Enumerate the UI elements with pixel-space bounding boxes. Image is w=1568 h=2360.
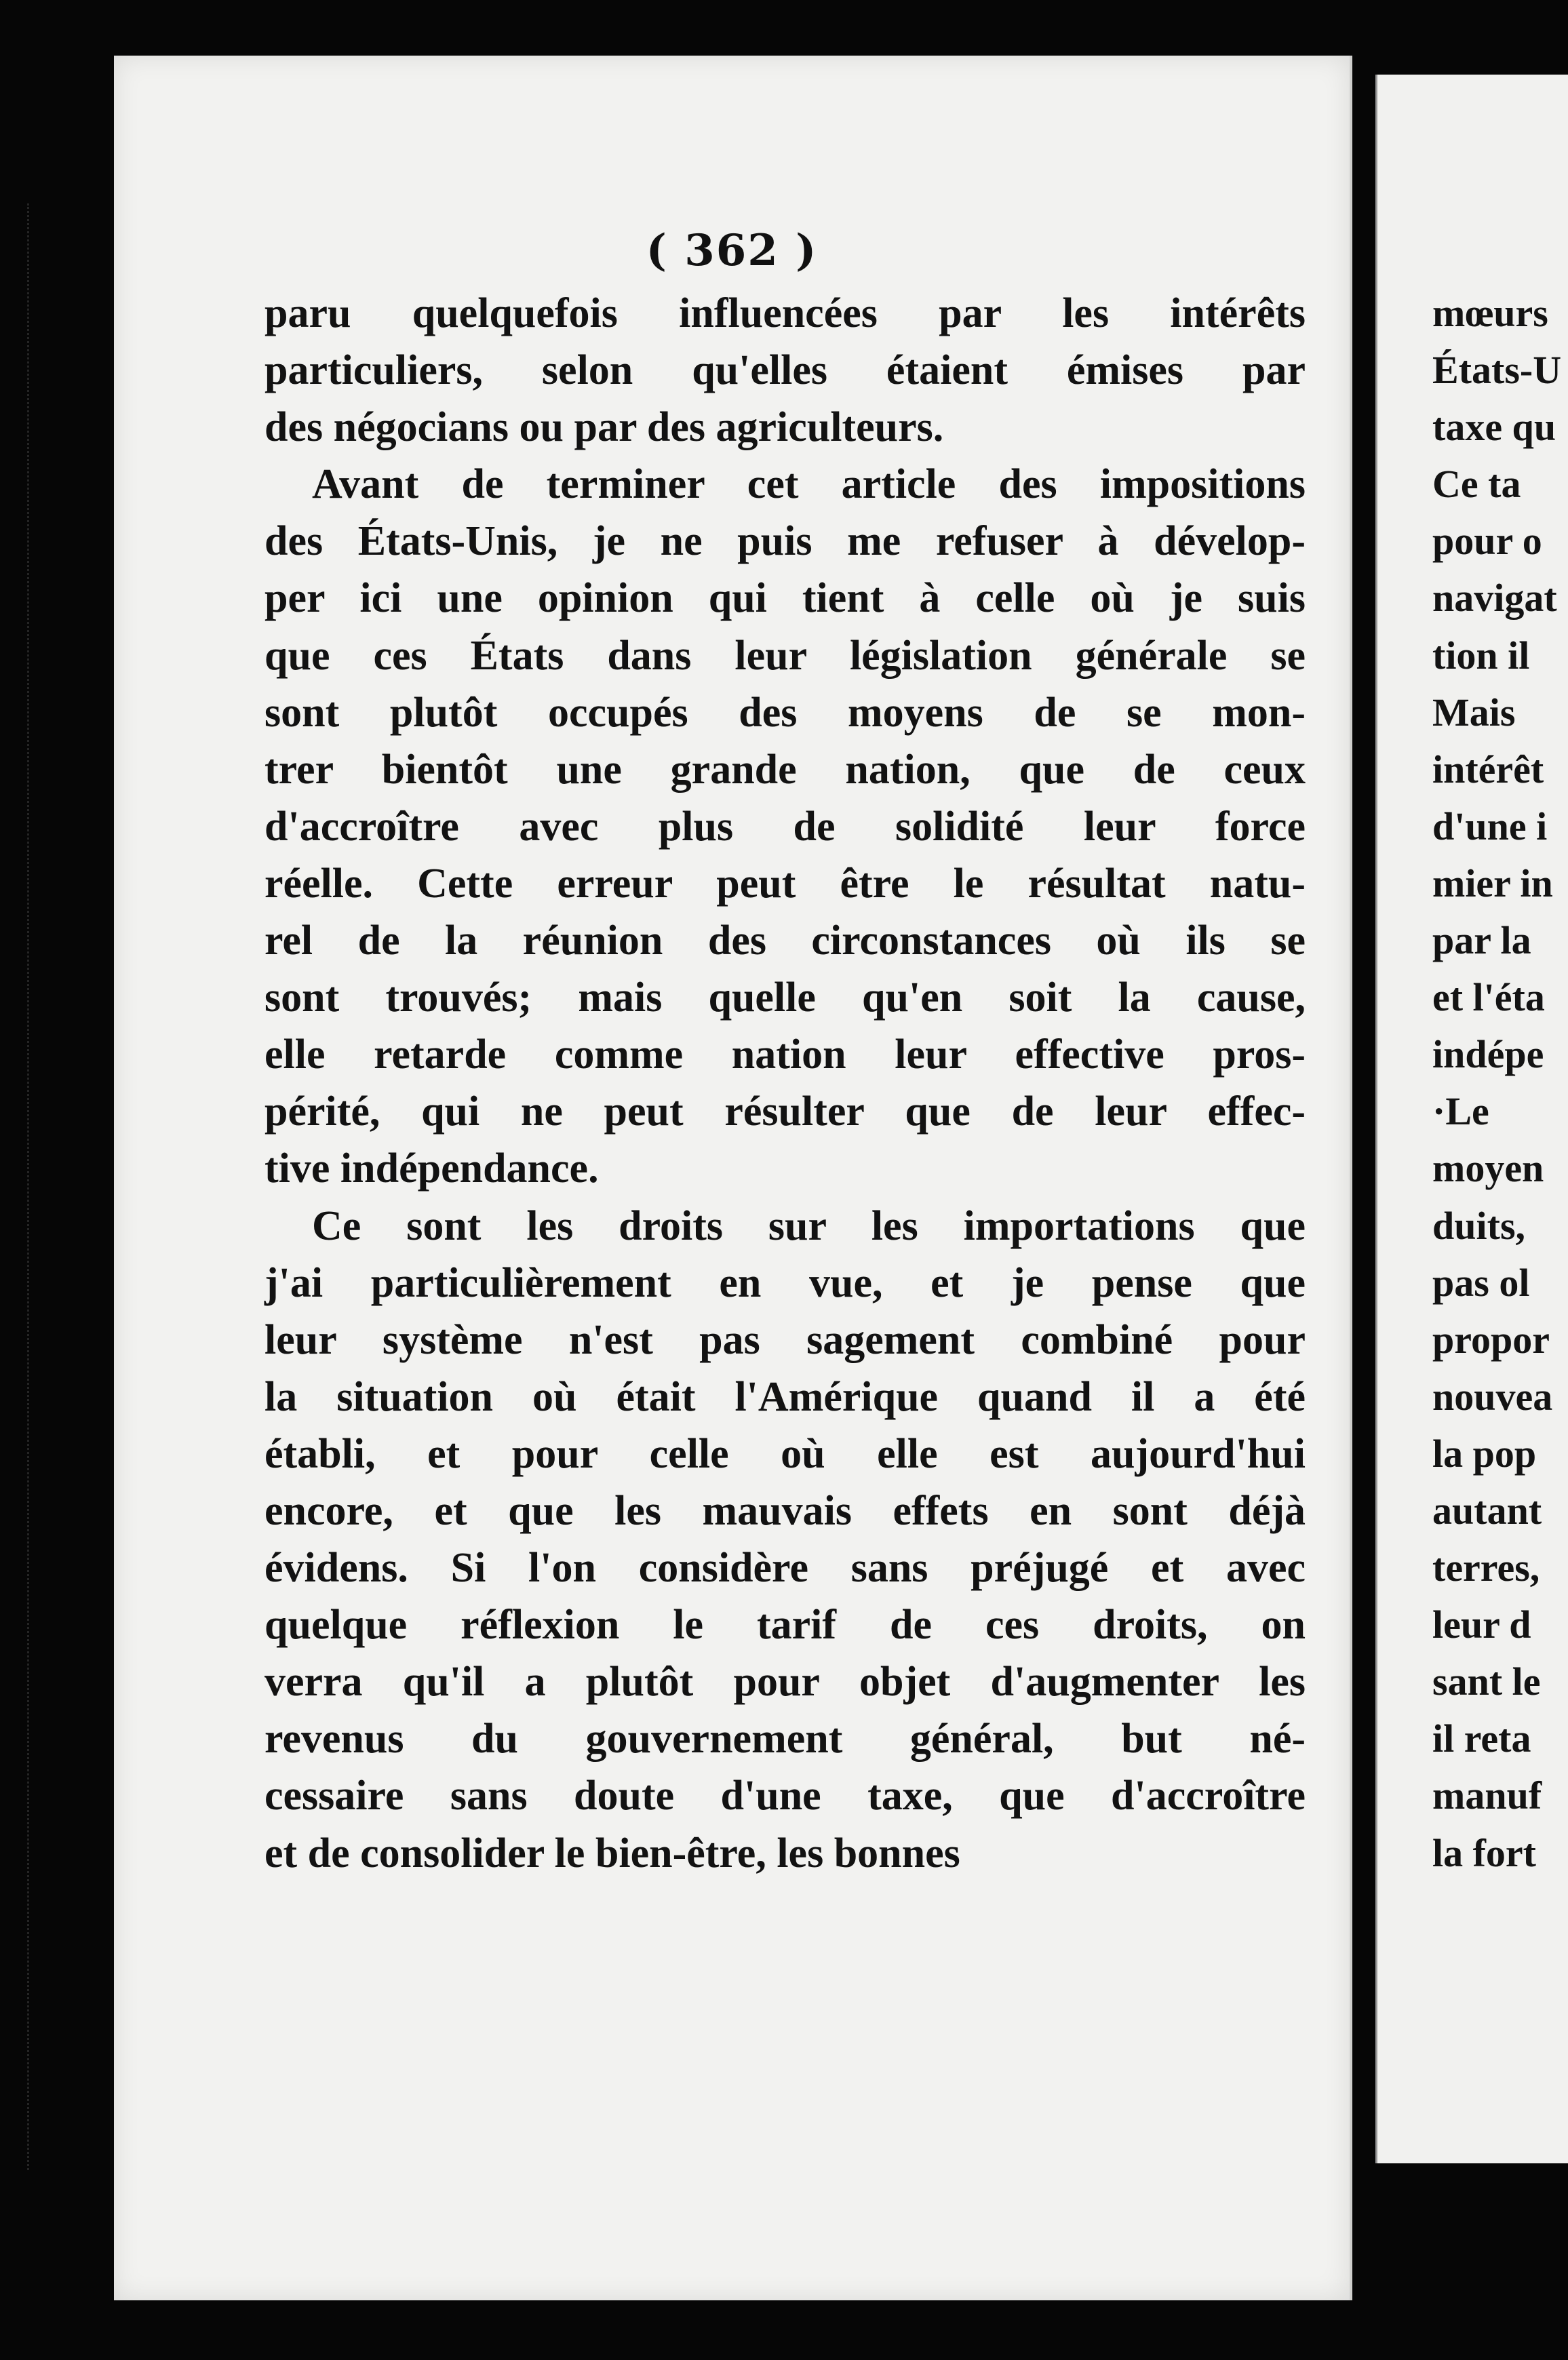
- fragment-line: pas ol: [1432, 1260, 1530, 1305]
- text-line: que ces États dans leur législation générale se: [264, 632, 1306, 679]
- fragment-line: manuf: [1432, 1773, 1542, 1818]
- text-line: quelque réflexion le tarif de ces droits, on: [264, 1602, 1306, 1649]
- text-line: rel de la réunion des circonstances où ils se: [264, 918, 1306, 964]
- fragment-line: autant: [1432, 1488, 1542, 1533]
- fragment-line: d'une i: [1432, 804, 1548, 848]
- fragment-line: duits,: [1432, 1203, 1526, 1248]
- fragment-line: terres,: [1432, 1546, 1540, 1590]
- fragment-line: la fort: [1432, 1830, 1536, 1875]
- fragment-line: nouvea: [1432, 1374, 1553, 1419]
- fragment-line: pour o: [1432, 519, 1542, 564]
- text-line: d'accroître avec plus de solidité leur force: [264, 803, 1306, 850]
- text-line: j'ai particulièrement en vue, et je pense que: [264, 1259, 1306, 1306]
- text-line: périté, qui ne peut résulter que de leur effec-: [264, 1088, 1306, 1135]
- text-line: établi, et pour celle où elle est aujourd'hui: [264, 1430, 1306, 1477]
- fragment-line: Mais: [1432, 690, 1516, 734]
- fragment-line: propor: [1432, 1317, 1550, 1362]
- fragment-line: moyen: [1432, 1146, 1544, 1191]
- fragment-line: sant le: [1432, 1659, 1541, 1704]
- text-line: et de consolider le bien-être, les bonnes: [264, 1830, 960, 1876]
- binding-marks: [27, 203, 39, 2170]
- text-line: particuliers, selon qu'elles étaient émises par: [264, 347, 1306, 394]
- paragraph-3: [264, 1198, 1306, 1882]
- fragment-line: ·Le: [1432, 1089, 1489, 1134]
- text-line: verra qu'il a plutôt pour objet d'augmenter les: [264, 1659, 1306, 1706]
- text-line: encore, et que les mauvais effets en sont déjà: [264, 1487, 1306, 1534]
- text-line: revenus du gouvernement général, but né-: [264, 1716, 1306, 1763]
- fragment-line: Ce ta: [1432, 462, 1521, 507]
- fragment-line: leur d: [1432, 1602, 1531, 1647]
- fragment-line: indépe: [1432, 1032, 1544, 1077]
- text-line: leur système n'est pas sagement combiné pour: [264, 1316, 1306, 1363]
- paragraph-1: [264, 285, 1306, 456]
- fragment-line: la pop: [1432, 1431, 1537, 1476]
- text-line: des négocians ou par des agriculteurs.: [264, 404, 944, 451]
- fragment-line: et l'éta: [1432, 975, 1545, 1020]
- page-number: ( 362 ): [646, 225, 818, 276]
- text-line: réelle. Cette erreur peut être le résultat natu-: [264, 860, 1306, 907]
- fragment-line: navigat: [1432, 576, 1557, 621]
- text-line: des États-Unis, je ne puis me refuser à dévelop-: [264, 518, 1306, 565]
- right-page-text: [1432, 285, 1568, 1882]
- fragment-line: États-U: [1432, 348, 1562, 393]
- text-line: trer bientôt une grande nation, que de ceux: [264, 746, 1306, 793]
- fragment-line: mœurs: [1432, 291, 1548, 335]
- text-line: sont plutôt occupés des moyens de se mon-: [264, 689, 1306, 736]
- text-line: paru quelquefois influencées par les intérêts: [264, 290, 1306, 336]
- fragment-line: intérêt: [1432, 747, 1544, 791]
- text-line: la situation où était l'Amérique quand il a été: [264, 1373, 1306, 1420]
- text-line: elle retarde comme nation leur effective pros-: [264, 1031, 1306, 1078]
- fragment-line: par la: [1432, 918, 1531, 963]
- text-line: Ce sont les droits sur les importations que: [312, 1202, 1306, 1249]
- text-line: sont trouvés; mais quelle qu'en soit la cause,: [264, 975, 1306, 1021]
- page-body: [264, 285, 1306, 1882]
- fragment-line: tion il: [1432, 633, 1530, 677]
- text-line: évidens. Si l'on considère sans préjugé et avec: [264, 1545, 1306, 1592]
- paragraph-2: [264, 456, 1306, 1197]
- text-line: tive indépendance.: [264, 1145, 599, 1192]
- fragment-line: mier in: [1432, 861, 1553, 905]
- text-line: Avant de terminer cet article des impositions: [312, 461, 1306, 508]
- fragment-line: il reta: [1432, 1716, 1531, 1761]
- text-line: per ici une opinion qui tient à celle où je suis: [264, 575, 1306, 622]
- fragment-line: taxe qu: [1432, 405, 1556, 450]
- text-line: cessaire sans doute d'une taxe, que d'accroître: [264, 1773, 1306, 1820]
